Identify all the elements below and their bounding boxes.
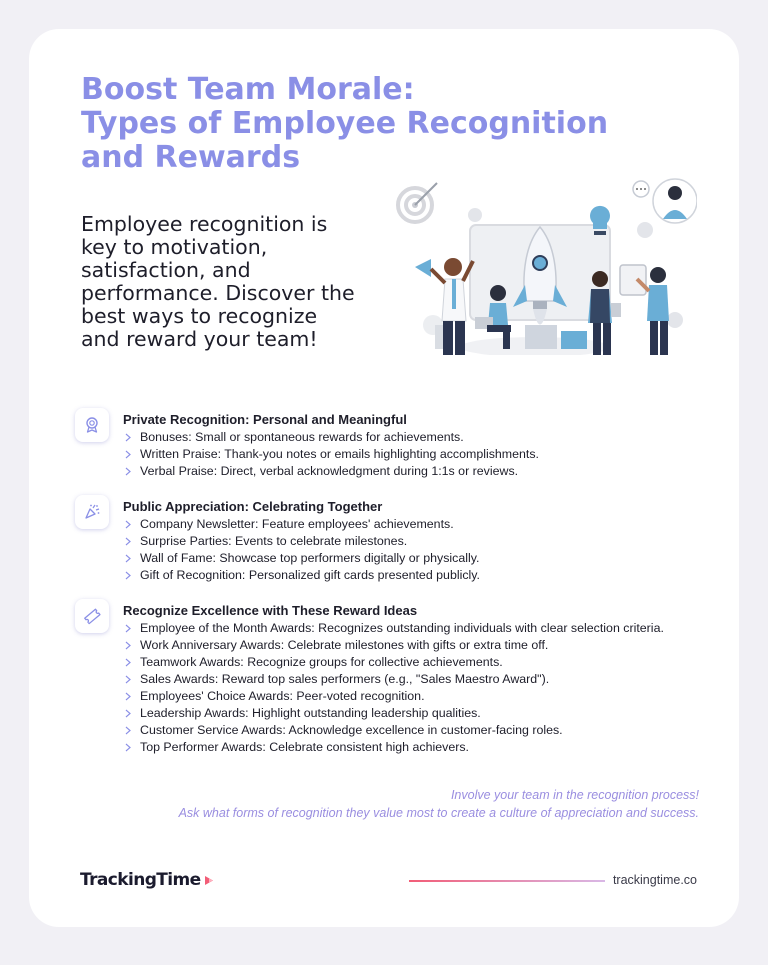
chevron-right-icon (124, 726, 132, 735)
intro-paragraph (81, 213, 381, 351)
award-medal-icon (75, 408, 109, 442)
list-item-text: Written Praise: Thank-you notes or emails highlighting accomplishments. (140, 447, 539, 461)
list-item-text: Customer Service Awards: Acknowledge excellence in customer-facing roles. (140, 723, 563, 737)
person-megaphone-figure (415, 258, 473, 355)
list-item (123, 671, 664, 688)
chevron-right-icon (124, 450, 132, 459)
list-item-text: Sales Awards: Reward top sales performers (e.g., "Sales Maestro Award"). (140, 672, 550, 686)
list-item (123, 637, 664, 654)
chevron-right-icon (124, 658, 132, 667)
title-line: Types of Employee Recognition (81, 106, 609, 141)
brand-logo (80, 870, 214, 890)
page-title (81, 73, 641, 175)
intro-line: performance. Discover the (81, 281, 355, 305)
list-item-text: Wall of Fame: Showcase top performers digitally or physically. (140, 551, 480, 565)
chevron-right-icon (124, 692, 132, 701)
infographic-card (29, 29, 739, 927)
intro-line: Employee recognition is (81, 212, 328, 236)
website-link[interactable]: trackingtime.co (612, 873, 697, 887)
section-list (123, 429, 539, 480)
section-list (123, 620, 664, 756)
chevron-right-icon (124, 641, 132, 650)
chevron-right-icon (124, 709, 132, 718)
section-title: Private Recognition: Personal and Meaningful (123, 412, 407, 427)
list-item-text: Teamwork Awards: Recognize groups for collective achievements. (140, 655, 503, 669)
chevron-right-icon (124, 743, 132, 752)
title-line: Boost Team Morale: (81, 72, 415, 107)
avatar-bubble-icon (633, 179, 697, 223)
list-item-text: Company Newsletter: Feature employees' achievements. (140, 517, 454, 531)
list-item-text: Employee of the Month Awards: Recognizes outstanding individuals with clear selection criteria. (140, 621, 664, 635)
footer-divider (409, 880, 605, 882)
lightbulb-icon (590, 206, 610, 229)
tip-line: Involve your team in the recognition process! (450, 788, 699, 802)
list-item (123, 429, 539, 446)
list-item (123, 567, 480, 584)
list-item (123, 446, 539, 463)
list-item-text: Surprise Parties: Events to celebrate milestones. (140, 534, 408, 548)
list-item (123, 722, 664, 739)
list-item-text: Leadership Awards: Highlight outstanding leadership qualities. (140, 706, 481, 720)
list-item-text: Verbal Praise: Direct, verbal acknowledgment during 1:1s or reviews. (140, 464, 519, 478)
play-mark-icon (204, 875, 214, 886)
brand-name: TrackingTime (80, 870, 201, 890)
list-item (123, 654, 664, 671)
list-item (123, 620, 664, 637)
list-item-text: Top Performer Awards: Celebrate consistent high achievers. (140, 740, 469, 754)
tip-line: Ask what forms of recognition they value most to create a culture of appreciation and success. (178, 806, 699, 820)
chevron-right-icon (124, 624, 132, 633)
chevron-right-icon (124, 675, 132, 684)
list-item (123, 688, 664, 705)
list-item (123, 550, 480, 567)
tip-note (179, 786, 699, 822)
chevron-right-icon (124, 467, 132, 476)
party-popper-icon (75, 495, 109, 529)
section-list (123, 516, 480, 584)
list-item-text: Bonuses: Small or spontaneous rewards for achievements. (140, 430, 464, 444)
intro-line: satisfaction, and (81, 258, 251, 282)
list-item-text: Employees' Choice Awards: Peer-voted recognition. (140, 689, 425, 703)
list-item-text: Work Anniversary Awards: Celebrate milestones with gifts or extra time off. (140, 638, 549, 652)
intro-line: best ways to recognize (81, 304, 318, 328)
intro-line: key to motivation, (81, 235, 268, 259)
list-item (123, 533, 480, 550)
ticket-icon (75, 599, 109, 633)
chevron-right-icon (124, 520, 132, 529)
list-item (123, 516, 480, 533)
list-item (123, 739, 664, 756)
list-item (123, 463, 539, 480)
chevron-right-icon (124, 537, 132, 546)
team-rocket-illustration (375, 175, 697, 355)
intro-line: and reward your team! (81, 327, 318, 351)
list-item (123, 705, 664, 722)
list-item-text: Gift of Recognition: Personalized gift cards presented publicly. (140, 568, 481, 582)
chevron-right-icon (124, 554, 132, 563)
section-title: Public Appreciation: Celebrating Together (123, 499, 383, 514)
title-line: and Rewards (81, 140, 301, 175)
chevron-right-icon (124, 433, 132, 442)
chevron-right-icon (124, 571, 132, 580)
section-title: Recognize Excellence with These Reward Ideas (123, 603, 418, 618)
